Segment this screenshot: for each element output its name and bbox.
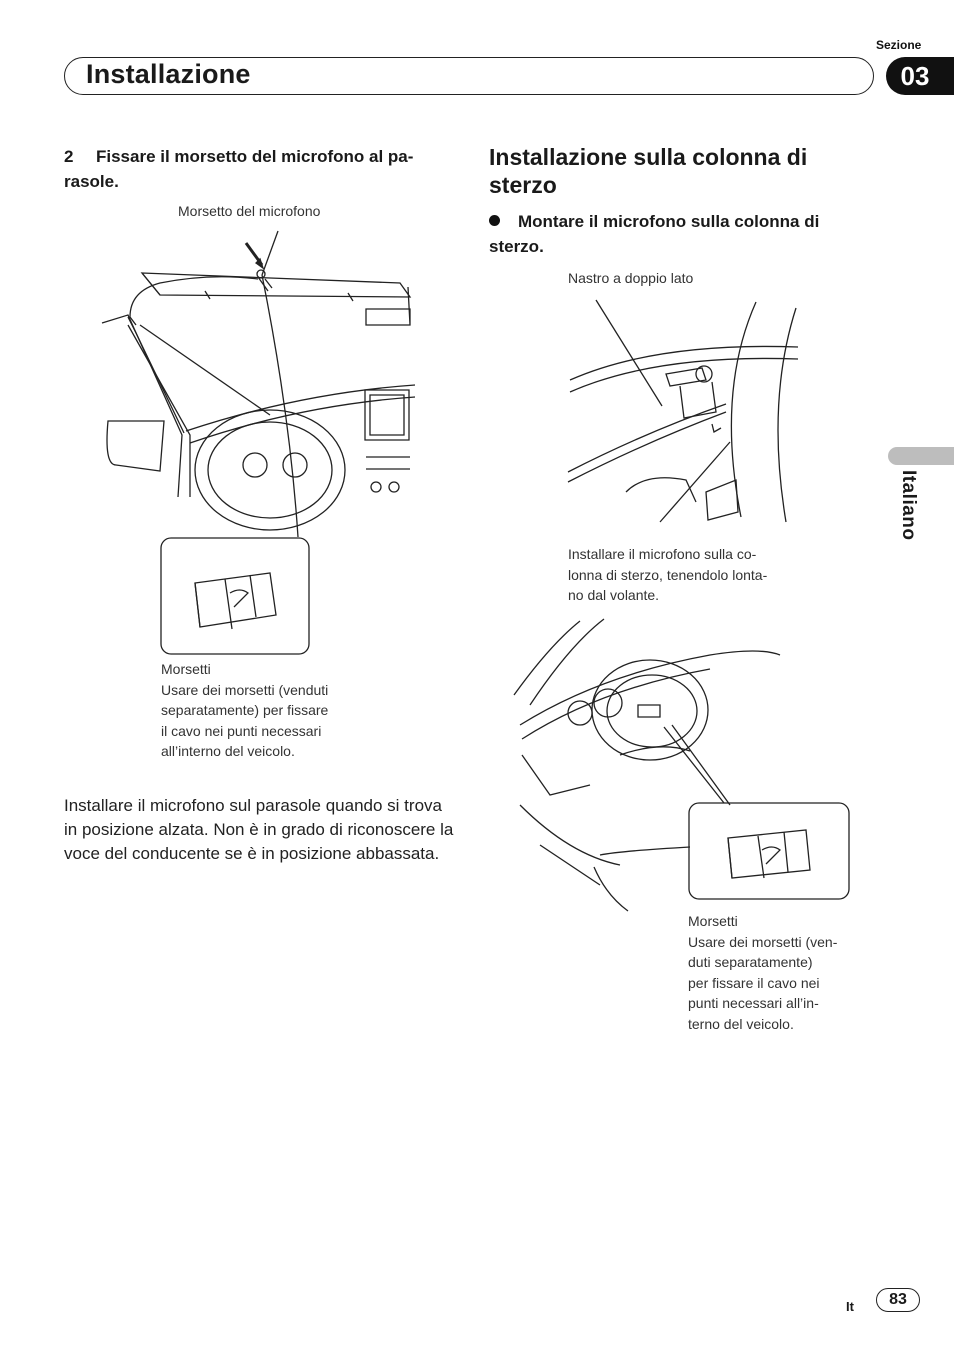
callout-line: per fissare il cavo nei	[688, 974, 820, 991]
section-number-badge: 03	[886, 57, 954, 95]
callout-line: terno del veicolo.	[688, 1015, 794, 1032]
callout-line: Installare il microfono sulla co-	[568, 546, 757, 562]
clip-detail-box	[160, 537, 310, 655]
callout-line: duti separatamente)	[688, 954, 813, 970]
bullet-icon	[489, 215, 500, 226]
step-number: 2	[64, 147, 74, 166]
callout-line: all’interno del veicolo.	[161, 743, 295, 759]
step-instruction	[64, 144, 449, 194]
figure1-callout-clips	[161, 659, 361, 762]
page-title: Installazione	[86, 59, 251, 89]
section-label: Sezione	[876, 38, 922, 52]
callout-line: Usare dei morsetti (venduti	[161, 681, 329, 698]
callout-line: il cavo nei punti necessari	[161, 722, 322, 739]
section-heading: Installazione sulla colonna di sterzo	[489, 144, 808, 198]
callout-line: separatamente) per fissare	[161, 702, 329, 718]
figure3-callout-clips	[688, 911, 858, 1034]
figure2-callout-instruction	[568, 544, 808, 606]
sun-visor-illustration	[100, 225, 415, 500]
figure1-callout-clip-label: Morsetto del microfono	[178, 203, 321, 219]
language-tab-label: Italiano	[898, 470, 919, 541]
page-number: 83	[876, 1288, 920, 1312]
body-paragraph: Installare il microfono sul parasole quando si trova in posizione alzata. Non è in grado di riconoscere la voce del conducente se è in posizione abbassata.	[64, 796, 454, 863]
bullet-text: Montare il microfono sulla colonna di sterzo.	[489, 212, 820, 256]
footer-language-code: It	[846, 1299, 854, 1314]
clip-detail-box-2	[688, 802, 850, 900]
language-tab-marker	[888, 447, 954, 465]
callout-line: lonna di sterzo, tenendolo lonta-	[568, 566, 768, 583]
callout-line: no dal volante.	[568, 587, 660, 603]
callout-line: Usare dei morsetti (ven-	[688, 933, 838, 950]
steering-column-illustration	[566, 292, 801, 527]
callout-line: Morsetti	[688, 913, 738, 929]
callout-line: punti necessari all’in-	[688, 995, 819, 1011]
callout-line: Morsetti	[161, 661, 211, 677]
step-text: Fissare il morsetto del microfono al pa-rasole.	[64, 147, 414, 191]
bullet-instruction	[489, 209, 869, 259]
figure2-callout-tape-label: Nastro a doppio lato	[568, 270, 694, 286]
